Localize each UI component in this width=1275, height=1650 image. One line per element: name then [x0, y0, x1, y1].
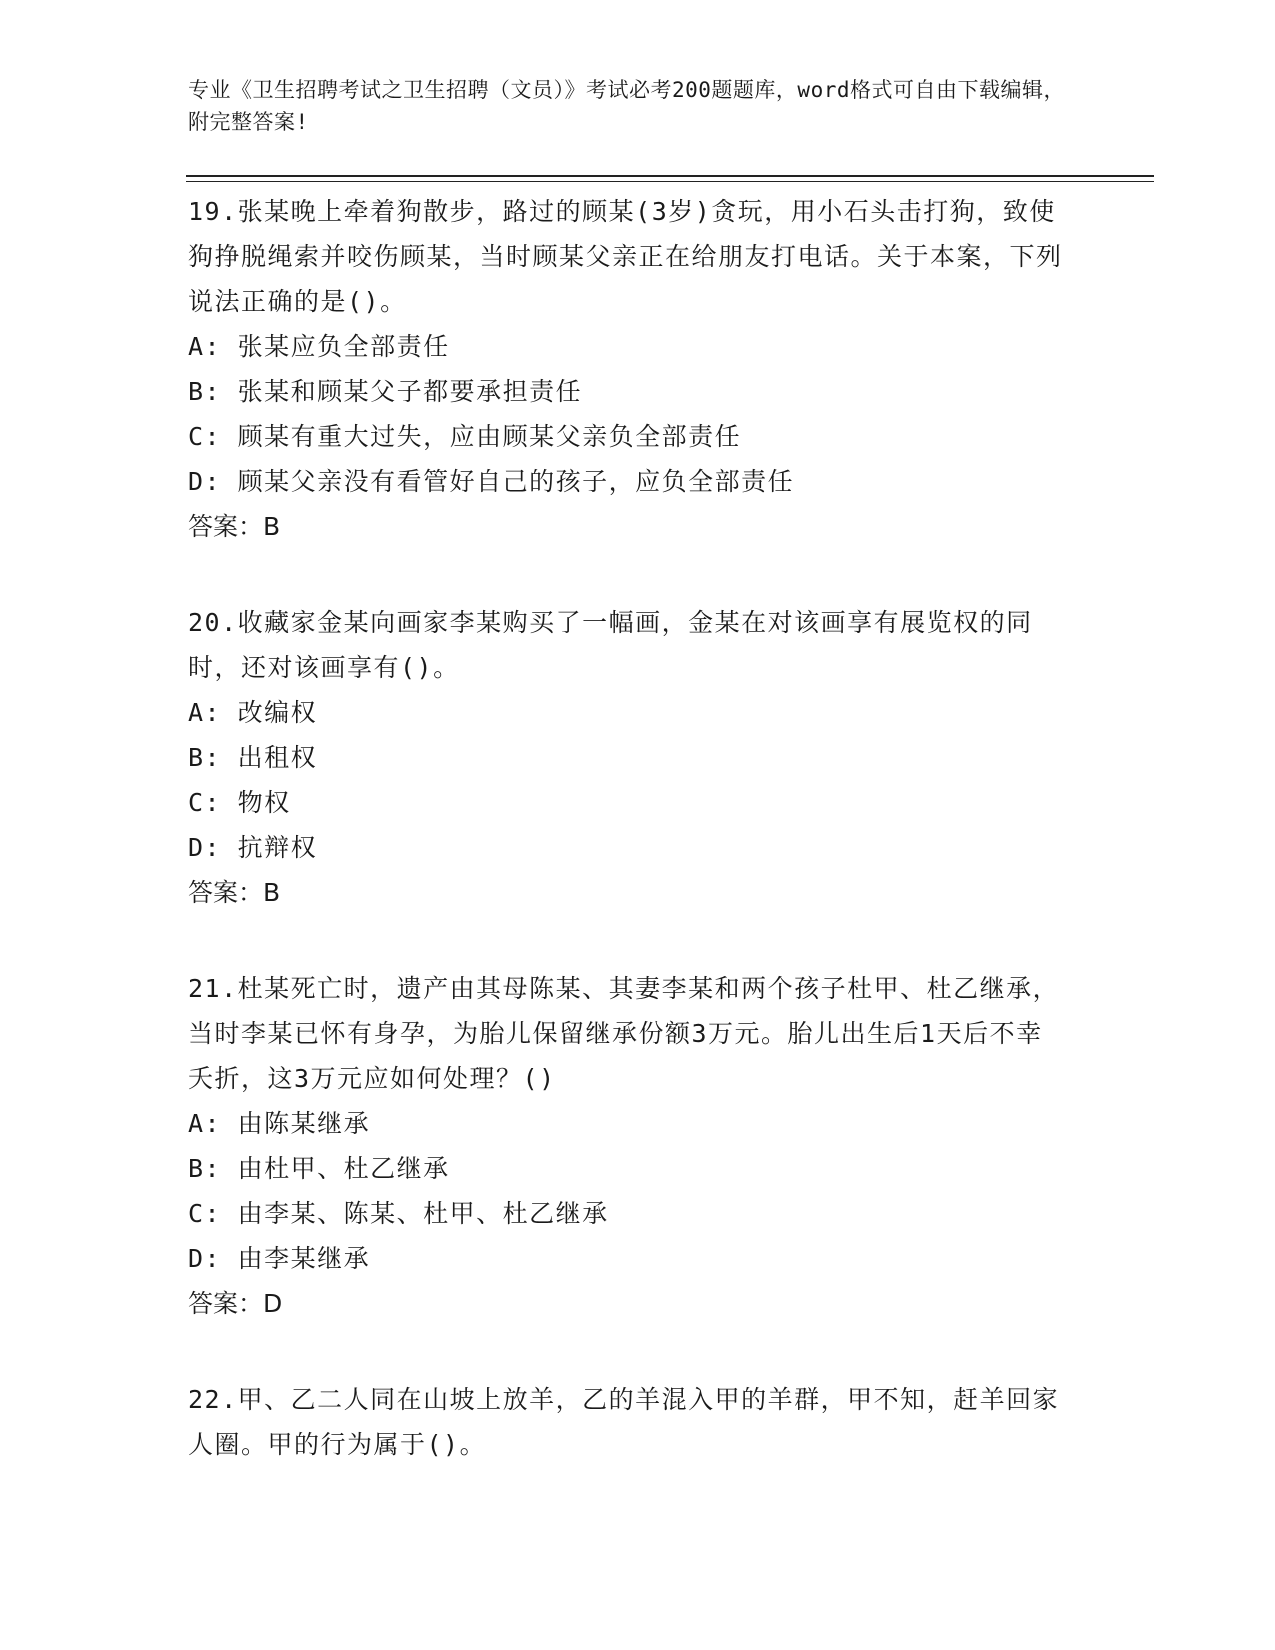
option-d: D: 由李某继承: [188, 1244, 371, 1273]
option-c: C: 顾某有重大过失，应由顾某父亲负全部责任: [188, 422, 742, 451]
option-a: A: 张某应负全部责任: [188, 332, 450, 361]
question-list: [188, 189, 1068, 1518]
option-c: C: 物权: [188, 788, 291, 817]
question-stem: 21.杜某死亡时，遗产由其母陈某、其妻李某和两个孩子杜甲、杜乙继承，当时李某已怀有身孕，为胎儿保留继承份额3万元。胎儿出生后1天后不幸夭折，这3万元应如何处理？(): [188, 974, 1060, 1093]
option-d: D: 顾某父亲没有看管好自己的孩子，应负全部责任: [188, 467, 795, 496]
question-stem: 22.甲、乙二人同在山坡上放羊，乙的羊混入甲的羊群，甲不知，赶羊回家人圈。甲的行为属于()。: [188, 1385, 1060, 1459]
option-b: B: 张某和顾某父子都要承担责任: [188, 377, 583, 406]
option-c: C: 由李某、陈某、杜甲、杜乙继承: [188, 1199, 609, 1228]
option-d: D: 抗辩权: [188, 833, 318, 862]
option-b: B: 由杜甲、杜乙继承: [188, 1154, 450, 1183]
option-b: B: 出租权: [188, 743, 318, 772]
answer-line: 答案：B: [188, 878, 281, 907]
answer-line: 答案：B: [188, 512, 281, 541]
answer-line: 答案：D: [188, 1289, 283, 1318]
option-a: A: 改编权: [188, 698, 318, 727]
question-22: [188, 1377, 1068, 1467]
option-a: A: 由陈某继承: [188, 1109, 371, 1138]
question-21: [188, 966, 1068, 1326]
question-stem: 19.张某晚上牵着狗散步，路过的顾某(3岁)贪玩，用小石头击打狗，致使狗挣脱绳索并咬伤顾某，当时顾某父亲正在给朋友打电话。关于本案，下列说法正确的是()。: [188, 197, 1063, 316]
header-divider-thick: [186, 175, 1154, 177]
question-stem: 20.收藏家金某向画家李某购买了一幅画，金某在对该画享有展览权的同时，还对该画享有()。: [188, 608, 1033, 682]
document-header: [188, 74, 1068, 138]
header-divider-thin: [186, 181, 1154, 182]
header-intro-text: 专业《卫生招聘考试之卫生招聘（文员）》考试必考200题题库，word格式可自由下载编辑，附完整答案!: [188, 78, 1065, 134]
question-20: [188, 600, 1068, 915]
question-19: [188, 189, 1068, 549]
